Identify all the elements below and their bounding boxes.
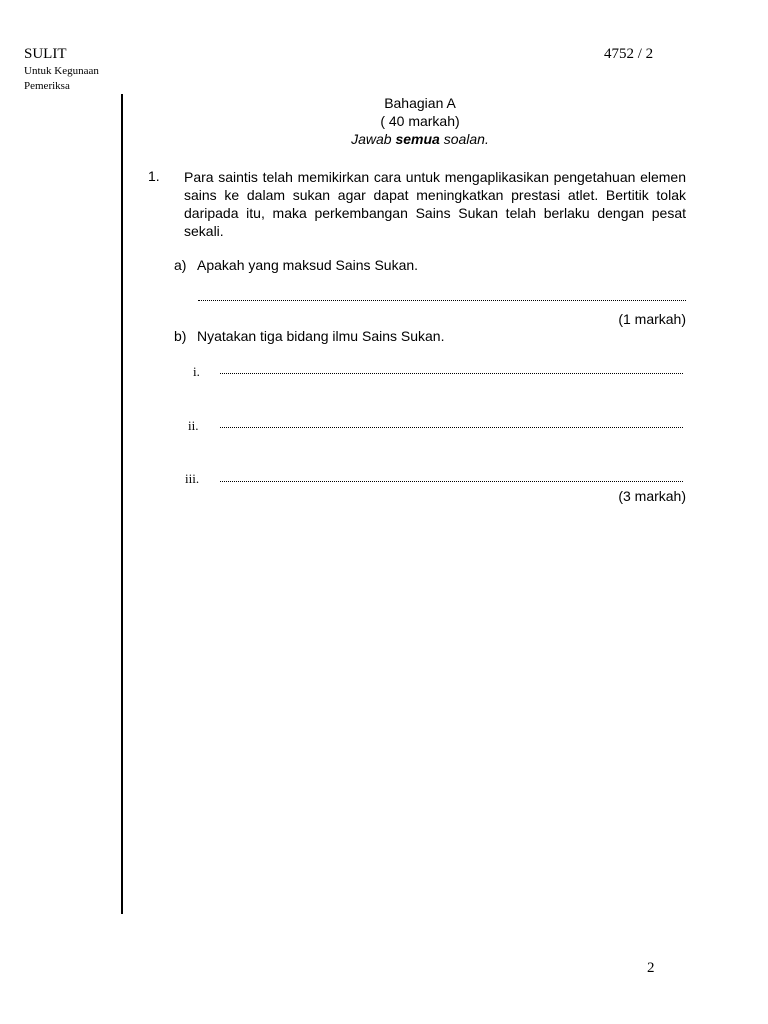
- section-marks: ( 40 markah): [380, 113, 460, 129]
- examiner-margin-line: [121, 94, 123, 914]
- part-b-answer-line-3[interactable]: [220, 481, 683, 482]
- part-a-question: Apakah yang maksud Sains Sukan.: [197, 257, 419, 273]
- instruction-pre: Jawab: [351, 131, 396, 147]
- instruction-post: soalan.: [439, 131, 489, 147]
- instruction-bold: semua: [395, 131, 440, 147]
- part-b-item-label: i.: [193, 364, 200, 379]
- page-number: 2: [647, 960, 655, 976]
- question-1-stem: Para saintis telah memikirkan cara untuk mengaplikasikan pengetahuan elemen sains ke dalam sukan agar dapat meningkatkan prestasi atlet. Bertitik tolak daripada itu, maka perkembangan Sains Sukan telah berlaku dengan pesat sekali.: [184, 169, 686, 239]
- section-instruction: [300, 131, 540, 147]
- part-a-label: a): [174, 257, 187, 273]
- examiner-use-label-line2: Pemeriksa: [24, 80, 70, 92]
- part-b-item-label: iii.: [185, 471, 200, 486]
- part-b-label: b): [174, 328, 187, 344]
- section-title: Bahagian A: [384, 95, 456, 111]
- part-a-marks: (1 markah): [618, 311, 686, 327]
- examiner-use-label-line1: Untuk Kegunaan: [24, 65, 99, 77]
- part-b-item-label: ii.: [188, 418, 199, 433]
- part-b-answer-line-1[interactable]: [220, 373, 683, 374]
- part-b-question: Nyatakan tiga bidang ilmu Sains Sukan.: [197, 328, 445, 344]
- paper-code: 4752 / 2: [604, 46, 654, 62]
- question-1-number: 1.: [148, 168, 160, 184]
- header-sulit: SULIT: [24, 46, 67, 62]
- part-a-answer-line[interactable]: [198, 300, 686, 301]
- part-b-answer-line-2[interactable]: [220, 427, 683, 428]
- part-b-marks: (3 markah): [618, 488, 686, 504]
